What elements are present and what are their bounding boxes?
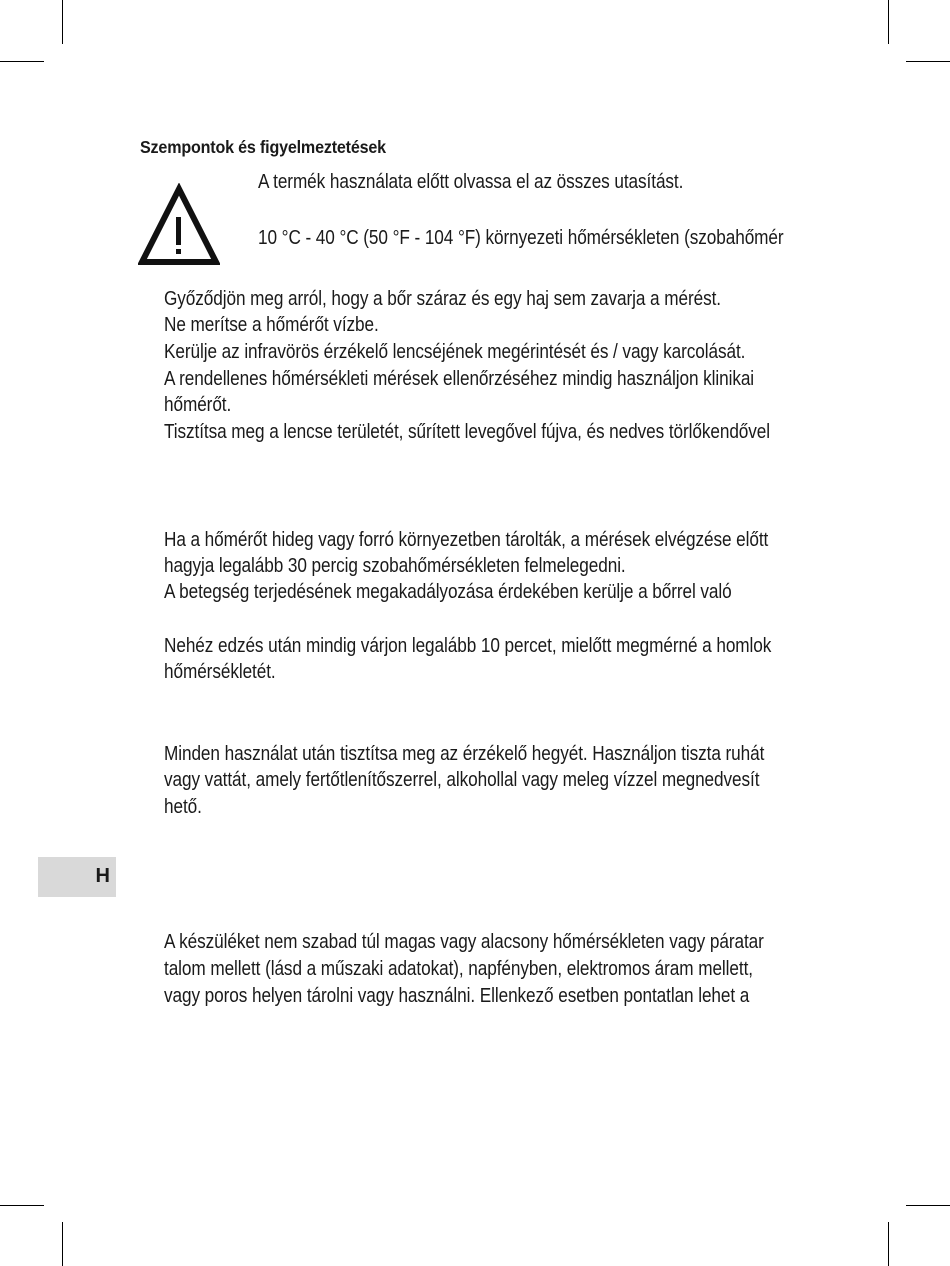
instruction-line: A készüléket nem szabad túl magas vagy alacsony hőmérsékleten vagy páratar <box>164 931 764 953</box>
crop-mark <box>906 61 950 62</box>
instruction-line: hagyja legalább 30 percig szobahőmérsékleten felmelegedni. <box>164 555 626 577</box>
instruction-line: hető. <box>164 796 202 818</box>
language-tab <box>38 857 116 897</box>
crop-mark <box>62 1222 63 1266</box>
instruction-line: Tisztítsa meg a lencse területét, sűrített levegővel fújva, és nedves törlőkendővel <box>164 421 771 443</box>
instruction-line: vagy poros helyen tárolni vagy használni. Ellenkező esetben pontatlan lehet a <box>164 985 750 1007</box>
language-tab-label: H <box>95 865 110 887</box>
instruction-line: Minden használat után tisztítsa meg az érzékelő hegyét. Használjon tiszta ruhát <box>164 743 765 765</box>
instruction-line: hőmérsékletét. <box>164 661 276 683</box>
instruction-line: Győződjön meg arról, hogy a bőr száraz és egy haj sem zavarja a mérést. <box>164 288 721 310</box>
instruction-line: Ha a hőmérőt hideg vagy forró környezetben tárolták, a mérések elvégzése előtt <box>164 529 769 551</box>
instruction-line: Nehéz edzés után mindig várjon legalább 10 percet, mielőtt megmérné a homlok <box>164 635 772 657</box>
warning-triangle-icon <box>138 183 220 267</box>
instruction-line: talom mellett (lásd a műszaki adatokat), napfényben, elektromos áram mellett, <box>164 958 753 980</box>
instruction-line: A rendellenes hőmérsékleti mérések ellenőrzéséhez mindig használjon klinikai <box>164 368 755 390</box>
instruction-line: 10 °C - 40 °C (50 °F - 104 °F) környezeti hőmérsékleten (szobahőmér <box>258 227 784 249</box>
instruction-line: hőmérőt. <box>164 394 232 416</box>
crop-mark <box>906 1205 950 1206</box>
instruction-line: Ne merítse a hőmérőt vízbe. <box>164 314 379 336</box>
crop-mark <box>62 0 63 44</box>
instruction-line: Kerülje az infravörös érzékelő lencséjének megérintését és / vagy karcolását. <box>164 341 746 363</box>
instruction-line: A betegség terjedésének megakadályozása érdekében kerülje a bőrrel való <box>164 581 732 603</box>
instruction-line: vagy vattát, amely fertőtlenítőszerrel, alkohollal vagy meleg vízzel megnedvesít <box>164 769 760 791</box>
crop-mark <box>888 0 889 44</box>
crop-mark <box>0 1205 44 1206</box>
section-heading: Szempontok és figyelmeztetések <box>140 137 386 157</box>
instruction-line: A termék használata előtt olvassa el az összes utasítást. <box>258 171 684 193</box>
crop-mark <box>888 1222 889 1266</box>
crop-mark <box>0 61 44 62</box>
